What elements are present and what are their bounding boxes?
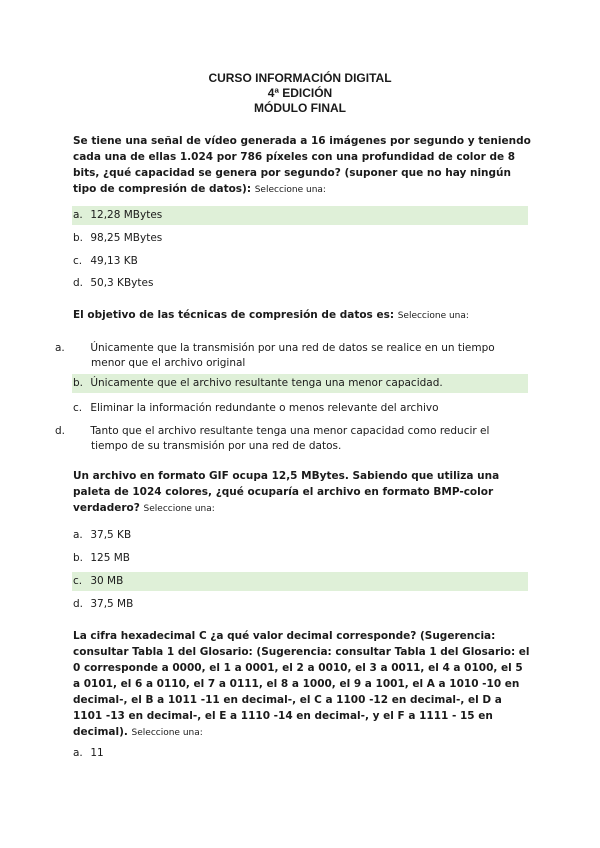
question-text: La cifra hexadecimal C ¿a qué valor decimal corresponde? (Sugerencia: consultar Tabla 1 del Glosario: (Sugerencia: consultar Tabla 1 del Glosario: el 0 corresponde a 0000, el 1 a 0001, el 2 a 0010, el 3 a 0011, el 4 a 0100, el 5 a 0101, el 6 a 0110, el 7 a 0111, el 8 a 1000, el 9 a 1001, el A a 1010 -10 en decimal-, el B a 1011 -11 en decimal-, el C a 1100 -12 en decimal-, el D a 1101 -13 en decimal-, el E a 1110 -14 en decimal-, y el F a 1111 - 15 en decimal). [73,630,530,738]
question-text: Se tiene una señal de vídeo generada a 16 imágenes por segundo y teniendo cada una de ellas 1.024 por 786 píxeles con una profundidad de color de 8 bits, ¿qué capacidad se genera por segundo? (suponer que no hay ningún tipo de compresión de datos): [73,135,531,195]
answer-option-1c[interactable] [72,252,528,271]
course-title: CURSO INFORMACIÓN DIGITAL [208,71,392,85]
answer-option-2c[interactable] [72,399,528,418]
question-text: El objetivo de las técnicas de compresión de datos es: [73,309,395,321]
document-title [0,71,600,116]
answer-option-1b[interactable] [72,229,528,248]
option-letter: c. [73,402,83,414]
option-text: 37,5 KB [90,529,132,541]
answer-option-2d[interactable] [55,422,528,456]
option-text: 37,5 MB [90,598,134,610]
option-text: 49,13 KB [90,255,138,267]
option-text: Eliminar la información redundante o menos relevante del archivo [90,402,439,414]
question-4 [73,628,531,741]
option-text: 98,25 MBytes [90,232,163,244]
option-letter: a. [73,747,83,759]
select-hint: Seleccione una: [131,728,203,738]
answer-option-3c[interactable] [72,572,528,591]
select-hint: Seleccione una: [254,185,326,195]
module-label: MÓDULO FINAL [254,101,346,115]
option-text: 11 [90,747,104,759]
option-letter: d. [73,277,84,289]
answer-option-3d[interactable] [72,595,528,614]
option-letter: d. [73,598,84,610]
select-hint: Seleccione una: [143,504,215,514]
question-2 [73,307,531,324]
option-letter: b. [73,377,84,389]
question-1 [73,133,531,198]
answer-option-2b[interactable] [72,374,528,393]
answer-option-3a[interactable] [72,526,528,545]
select-hint: Seleccione una: [397,311,469,321]
answer-option-4a[interactable] [72,744,528,763]
option-text: Únicamente que la transmisión por una red de datos se realice en un tiempo menor que el archivo original [90,342,495,369]
option-letter: d. [55,425,66,437]
option-letter: b. [73,552,84,564]
option-letter: b. [73,232,84,244]
option-letter: c. [73,575,83,587]
answer-option-2a[interactable] [55,339,528,373]
question-3 [73,468,531,517]
edition-label: 4ª EDICIÓN [267,86,333,100]
answer-option-1a[interactable] [72,206,528,225]
answer-option-1d[interactable] [72,274,528,293]
option-letter: c. [73,255,83,267]
option-text: Únicamente que el archivo resultante tenga una menor capacidad. [90,377,443,389]
option-text: 12,28 MBytes [90,209,163,221]
option-letter: a. [73,209,83,221]
option-text: 50,3 KBytes [90,277,154,289]
answer-option-3b[interactable] [72,549,528,568]
question-text: Un archivo en formato GIF ocupa 12,5 MBytes. Sabiendo que utiliza una paleta de 1024 colores, ¿qué ocuparía el archivo en formato BMP-color verdadero? [73,470,500,514]
option-letter: a. [73,529,83,541]
option-letter: a. [55,342,65,354]
option-text: Tanto que el archivo resultante tenga una menor capacidad como reducir el tiempo de su transmisión por una red de datos. [90,425,490,452]
option-text: 125 MB [90,552,130,564]
option-text: 30 MB [90,575,124,587]
